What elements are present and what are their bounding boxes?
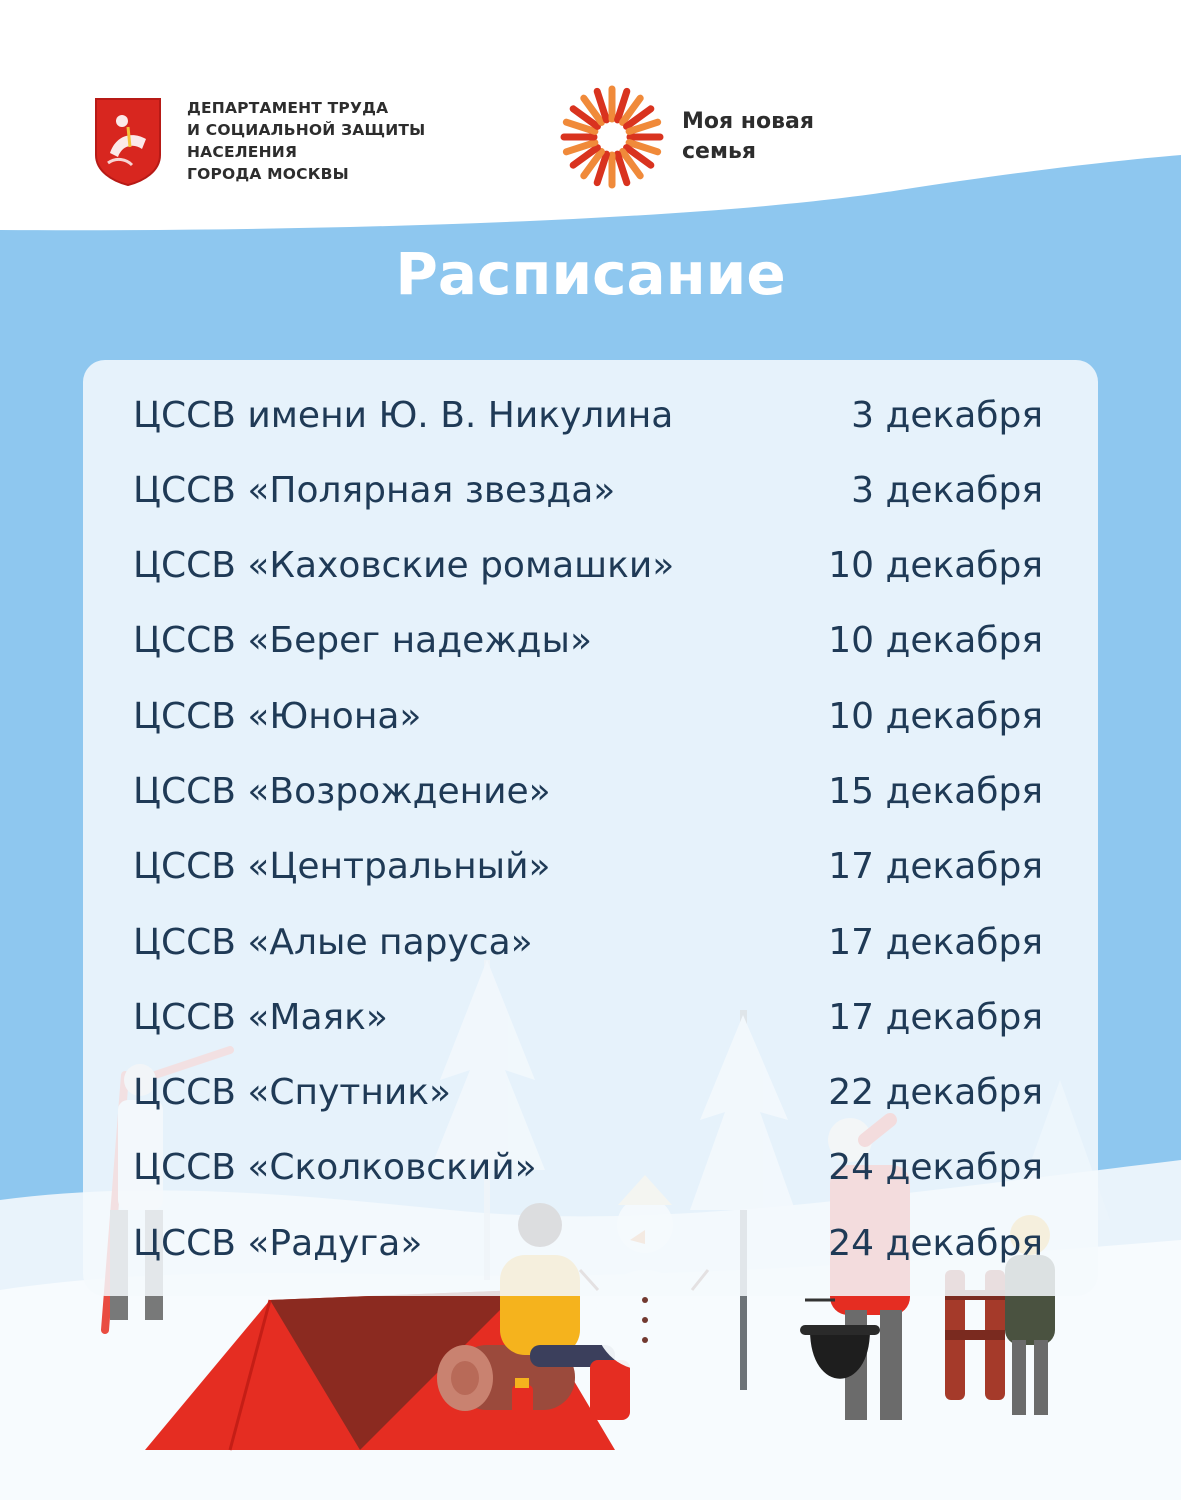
department-line-3: НАСЕЛЕНИЯ bbox=[187, 143, 298, 161]
center-name: ЦССВ «Каховские ромашки» bbox=[133, 544, 675, 586]
center-name: ЦССВ «Юнона» bbox=[133, 695, 422, 737]
department-logo bbox=[92, 95, 452, 187]
department-line-4: ГОРОДА МОСКВЫ bbox=[187, 165, 349, 183]
schedule-row bbox=[133, 610, 1043, 670]
center-name: ЦССВ «Алые паруса» bbox=[133, 921, 533, 963]
thermos bbox=[512, 1378, 532, 1433]
brand-name bbox=[682, 107, 814, 167]
schedule-row bbox=[133, 385, 1043, 445]
event-date: 10 декабря bbox=[828, 619, 1043, 661]
event-date: 15 декабря bbox=[828, 770, 1043, 812]
schedule-row bbox=[133, 761, 1043, 821]
schedule-row bbox=[133, 836, 1043, 896]
moscow-coat-of-arms-icon bbox=[92, 95, 164, 187]
brand-logo bbox=[560, 85, 860, 185]
schedule-row bbox=[133, 686, 1043, 746]
center-name: ЦССВ «Сколковский» bbox=[133, 1146, 537, 1188]
event-date: 10 декабря bbox=[828, 544, 1043, 586]
department-name bbox=[187, 97, 457, 185]
center-name: ЦССВ «Спутник» bbox=[133, 1071, 452, 1113]
schedule-row bbox=[133, 460, 1043, 520]
event-date: 22 декабря bbox=[828, 1071, 1043, 1113]
center-name: ЦССВ «Полярная звезда» bbox=[133, 469, 616, 511]
department-line-2: И СОЦИАЛЬНОЙ ЗАЩИТЫ bbox=[187, 121, 426, 139]
center-name: ЦССВ «Маяк» bbox=[133, 996, 388, 1038]
event-date: 3 декабря bbox=[851, 394, 1043, 436]
event-date: 17 декабря bbox=[828, 996, 1043, 1038]
brand-line-1: Моя новая bbox=[682, 109, 814, 134]
center-name: ЦССВ «Центральный» bbox=[133, 845, 551, 887]
center-name: ЦССВ «Возрождение» bbox=[133, 770, 551, 812]
sunburst-icon bbox=[560, 85, 664, 189]
page-title: Расписание bbox=[395, 240, 786, 308]
schedule-row bbox=[133, 1213, 1043, 1273]
schedule-row bbox=[133, 912, 1043, 972]
schedule-row bbox=[133, 1137, 1043, 1197]
event-date: 17 декабря bbox=[828, 921, 1043, 963]
schedule-row bbox=[133, 987, 1043, 1047]
center-name: ЦССВ «Радуга» bbox=[133, 1222, 423, 1264]
center-name: ЦССВ «Берег надежды» bbox=[133, 619, 592, 661]
brand-line-2: семья bbox=[682, 139, 756, 164]
schedule-row bbox=[133, 1062, 1043, 1122]
event-date: 24 декабря bbox=[828, 1146, 1043, 1188]
event-date: 17 декабря bbox=[828, 845, 1043, 887]
schedule-row bbox=[133, 535, 1043, 595]
event-date: 10 декабря bbox=[828, 695, 1043, 737]
center-name: ЦССВ имени Ю. В. Никулина bbox=[133, 394, 674, 436]
event-date: 3 декабря bbox=[851, 469, 1043, 511]
department-line-1: ДЕПАРТАМЕНТ ТРУДА bbox=[187, 99, 389, 117]
event-date: 24 декабря bbox=[828, 1222, 1043, 1264]
